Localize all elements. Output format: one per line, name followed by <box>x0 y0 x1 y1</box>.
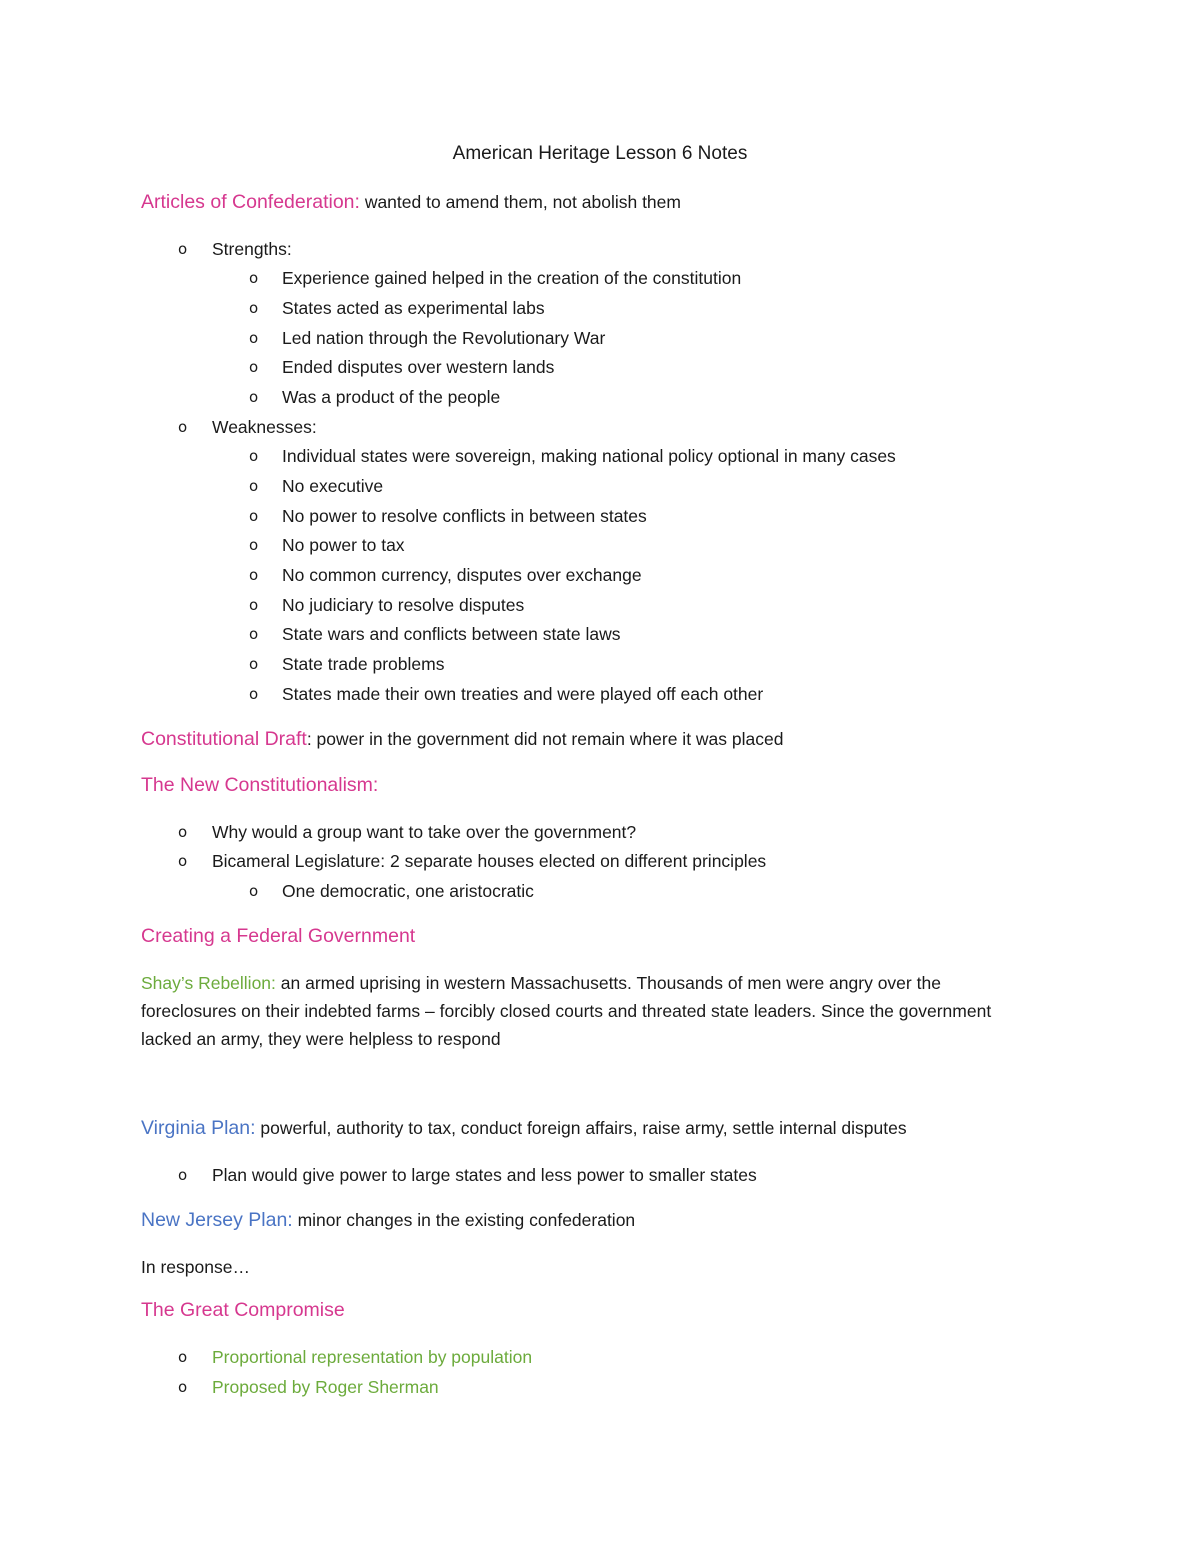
list-item <box>0 1347 1200 1371</box>
shays-label: Shay’s Rebellion: <box>141 973 276 993</box>
federal-heading: Creating a Federal Government <box>141 925 416 947</box>
bullet-icon: o <box>249 882 259 900</box>
weakness-item: No power to resolve conflicts in between states <box>282 506 647 526</box>
weakness-item: No judiciary to resolve disputes <box>282 595 525 615</box>
page-title: American Heritage Lesson 6 Notes <box>452 143 748 164</box>
constitutionalism-item: Why would a group want to take over the government? <box>212 822 637 842</box>
strength-item: Experience gained helped in the creation of the constitution <box>282 268 742 288</box>
list-item <box>0 624 1200 648</box>
list-item <box>0 1165 1200 1189</box>
list-item <box>0 357 1200 381</box>
weakness-item: State trade problems <box>282 654 445 674</box>
bullet-icon: o <box>178 1166 188 1184</box>
shays-paragraph <box>141 969 1041 1053</box>
bullet-icon: o <box>249 269 259 287</box>
constitutionalism-item: Bicameral Legislature: 2 separate houses elected on different principles <box>212 851 767 871</box>
bullet-icon: o <box>249 655 259 673</box>
weaknesses-label: Weaknesses: <box>212 417 317 437</box>
bullet-icon: o <box>249 329 259 347</box>
bullet-icon: o <box>249 596 259 614</box>
list-item <box>0 851 1200 875</box>
weakness-item: No power to tax <box>282 535 405 555</box>
list-item <box>0 595 1200 619</box>
bullet-icon: o <box>178 1378 188 1396</box>
list-item <box>0 565 1200 589</box>
virginia-heading-line <box>141 1117 907 1140</box>
weakness-item: State wars and conflicts between state laws <box>282 624 621 644</box>
bullet-icon: o <box>249 566 259 584</box>
bullet-icon: o <box>249 685 259 703</box>
draft-description: : power in the government did not remain where it was placed <box>306 729 784 749</box>
bullet-icon: o <box>249 507 259 525</box>
bullet-icon: o <box>249 299 259 317</box>
bullet-icon: o <box>178 418 188 436</box>
weakness-item: States made their own treaties and were played off each other <box>282 684 764 704</box>
compromise-heading: The Great Compromise <box>141 1299 345 1321</box>
list-item <box>0 535 1200 559</box>
list-item <box>0 239 1200 263</box>
shays-text: an armed uprising in western Massachusetts. Thousands of men were angry over the foreclosures on their indebted farms – forcibly closed courts and threated state leaders. Since the government lacked an army, they were helpless to respond <box>141 973 992 1049</box>
weakness-item: Individual states were sovereign, making national policy optional in many cases <box>282 446 896 466</box>
new-jersey-description: minor changes in the existing confederation <box>292 1210 636 1230</box>
strength-item: States acted as experimental labs <box>282 298 545 318</box>
bullet-icon: o <box>178 852 188 870</box>
list-item <box>0 328 1200 352</box>
bullet-icon: o <box>249 625 259 643</box>
articles-description: wanted to amend them, not abolish them <box>359 192 681 212</box>
virginia-item: Plan would give power to large states and less power to smaller states <box>212 1165 757 1185</box>
bullet-icon: o <box>249 477 259 495</box>
list-item <box>0 506 1200 530</box>
list-item <box>0 298 1200 322</box>
list-item <box>0 268 1200 292</box>
list-item <box>0 446 1200 470</box>
draft-heading-line <box>141 728 783 751</box>
response-text: In response… <box>141 1257 250 1277</box>
articles-heading: Articles of Confederation: <box>141 191 360 213</box>
strength-item: Was a product of the people <box>282 387 501 407</box>
bullet-icon: o <box>249 447 259 465</box>
list-item <box>0 881 1200 905</box>
list-item <box>0 654 1200 678</box>
new-constitutionalism-heading: The New Constitutionalism: <box>141 774 379 796</box>
bullet-icon: o <box>178 1348 188 1366</box>
strengths-label: Strengths: <box>212 239 292 259</box>
virginia-description: powerful, authority to tax, conduct foreign affairs, raise army, settle internal disputes <box>255 1118 907 1138</box>
bullet-icon: o <box>178 240 188 258</box>
list-item <box>0 1377 1200 1401</box>
new-jersey-heading-line <box>141 1209 635 1232</box>
strength-item: Led nation through the Revolutionary War <box>282 328 606 348</box>
draft-heading: Constitutional Draft <box>141 728 307 750</box>
bullet-icon: o <box>249 388 259 406</box>
articles-heading-line <box>141 191 681 214</box>
list-item <box>0 476 1200 500</box>
weakness-item: No common currency, disputes over exchange <box>282 565 642 585</box>
list-item <box>0 822 1200 846</box>
bullet-icon: o <box>249 358 259 376</box>
compromise-item: Proposed by Roger Sherman <box>212 1377 439 1397</box>
bullet-icon: o <box>178 823 188 841</box>
constitutionalism-subitem: One democratic, one aristocratic <box>282 881 534 901</box>
strength-item: Ended disputes over western lands <box>282 357 555 377</box>
bullet-icon: o <box>249 536 259 554</box>
compromise-item: Proportional representation by population <box>212 1347 533 1367</box>
list-item <box>0 684 1200 708</box>
weakness-item: No executive <box>282 476 384 496</box>
list-item <box>0 417 1200 441</box>
new-jersey-heading: New Jersey Plan: <box>141 1209 293 1231</box>
list-item <box>0 387 1200 411</box>
virginia-heading: Virginia Plan: <box>141 1117 256 1139</box>
